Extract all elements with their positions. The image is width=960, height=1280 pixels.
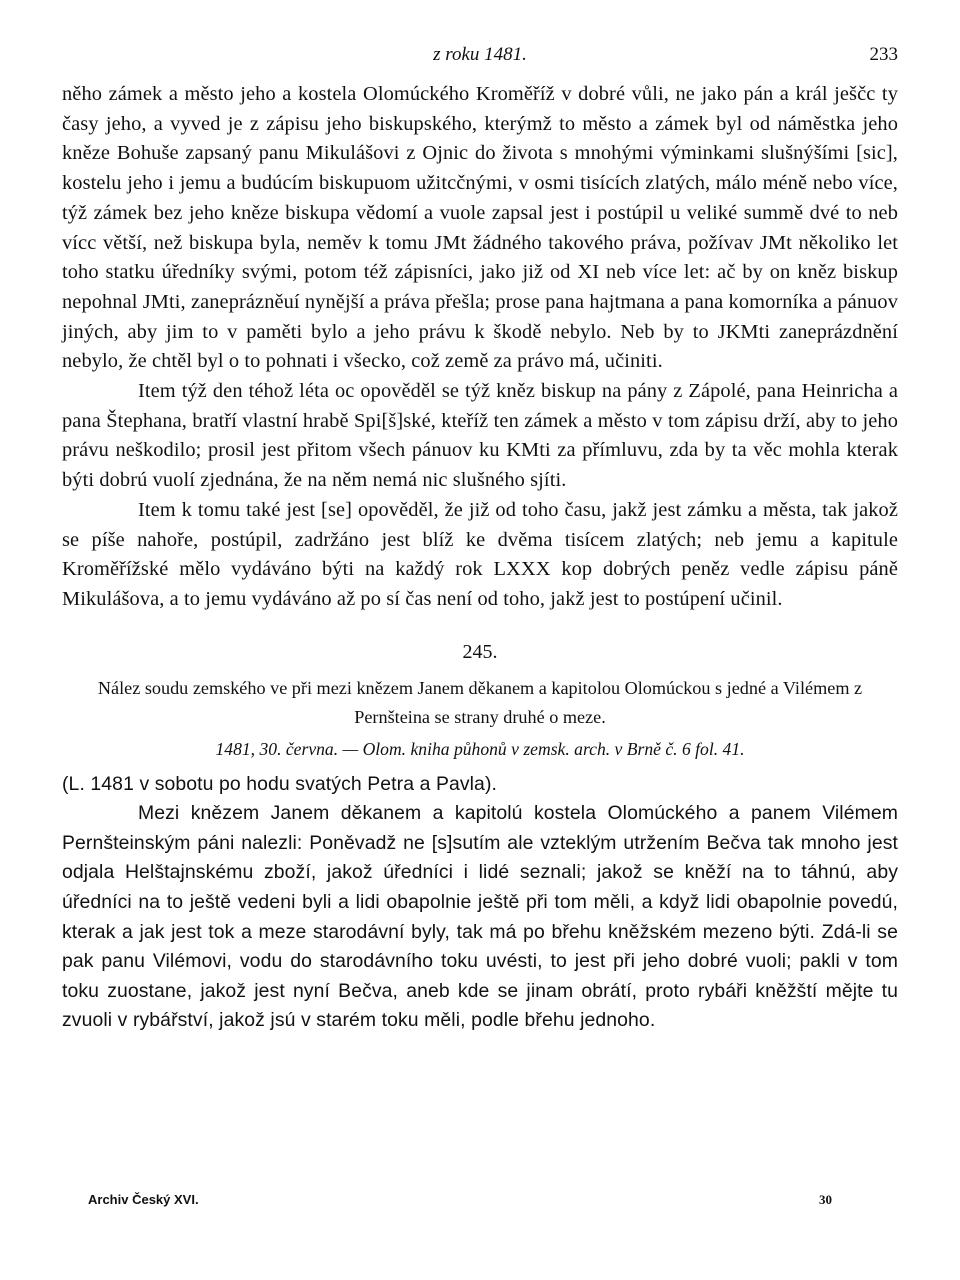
page — [62, 44, 898, 1036]
document-dateline: (L. 1481 v sobotu po hodu svatých Petra a Pavla). — [62, 772, 497, 795]
paragraph-item-opposition: Item týž den téhož léta oc opověděl se týž kněz biskup na pány z Zápolé, pana Heinricha a pana Štephana, bratří vlastní hrabě Spi[š]ské, kteříž ten zámek a město v tom zápisu drží, aby to jeho právu neškodilo; prosil jest přitom všech pánuov ku KMti za přímluvu, zda by ta věc mohla kterak býti dobrú vuolí zjednána, že na něm nemá nic slušného sjíti. — [62, 380, 898, 492]
paragraph-continuation: něho zámek a město jeho a kostela Olomúckého Kroměříž v dobré vůli, ne jako pán a král ješčc ty časy jeho, a vyved je z zápisu jeho biskupského, kterýmž to město a zámek byl od náměstka jeho kněze Bohuše zapsaný panu Mikulášovi z Ojnic do života s mnohými výminkami slušnýšími [sic], kostelu jeho i jemu a budúcím biskupuom užitcčnými, v osmi tisících zlatých, málo méně nebo více, týž zámek bez jeho kněze biskupa vědomí a vuole zapsal jest i postúpil u veliké summě dvé to neb vícc větší, než biskupa byla, neměv k tomu JMt žádného takového práva, požívav JMt několiko let toho statku úředníky svými, potom též zápisníci, jako již od XI neb více let: ač by on kněz biskup nepohnal JMti, zaneprázněuí nynější a práva přešla; prose pana hajtmana a pana komorníka a pánuov jiných, aby jim to v paměti bylo a jeho právu k škodě nebylo. Neb by to JKMti zaneprázdnění nebylo, že chtěl byl o to pohnati i všecko, což země za právo má, učiniti. — [62, 83, 898, 373]
page-header — [62, 44, 898, 80]
document-number: 245. — [462, 640, 498, 663]
paragraph-item-payment: Item k tomu také jest [se] opověděl, že již od toho času, jakž jest zámku a města, tak jakož se píše nahoře, postúpil, zadržáno jest blíž ke dvěma tisícem zlatých; neb jemu a kapitule Kroměřížské mělo vydáváno býti na každý rok LXXX kop dobrých peněz vedle zápisu páně Mikulášova, a to jemu vydáváno až po sí čas není od toho, jakž jest to postúpení učinil. — [62, 498, 898, 610]
document-text: Mezi knězem Janem děkanem a kapitolú kostela Olomúckého a panem Vilémem Pernšteinským páni nalezli: Poněvadž ne [s]sutím ale vzteklým utržením Bečva tak mnoho jest odjala Helštajnskému zboží, jakož úředníci i lidé seznali; jakož se kněží na to táhnú, aby úředníci na to ještě vedeni byli a lidi obapolnie ještě při tom měli, a když lidi obapolnie povedú, kterak a jak jest tok a meze starodávní byly, tak má po břehu kněžském mezeno býti. Zdá-li se pak panu Vilémovi, vodu do starodávního toku uvésti, to jest při jeho dobré vuoli; pakli v tom toku zuostane, jakož jest nyní Bečva, aneb kde se jinam obrátí, proto rybáři kněžští mějte tu zvuoli v rybářství, jakož jsú v starém toku měli, podle břehu jednoho. — [62, 802, 898, 1032]
page-number: 233 — [869, 44, 898, 65]
document-regest: Nález soudu zemského ve při mezi knězem Janem děkanem a kapitolou Olomúckou s jedné a Vilémem z Pernšteina se strany druhé o meze. — [97, 677, 863, 727]
footer-signature: Archiv Český XVI. — [88, 1192, 199, 1207]
running-title: z roku 1481. — [433, 44, 527, 65]
footer-sheet-number: 30 — [819, 1192, 832, 1207]
document-source: 1481, 30. června. — Olom. kniha půhonů v zemsk. arch. v Brně č. 6 fol. 41. — [215, 738, 745, 759]
